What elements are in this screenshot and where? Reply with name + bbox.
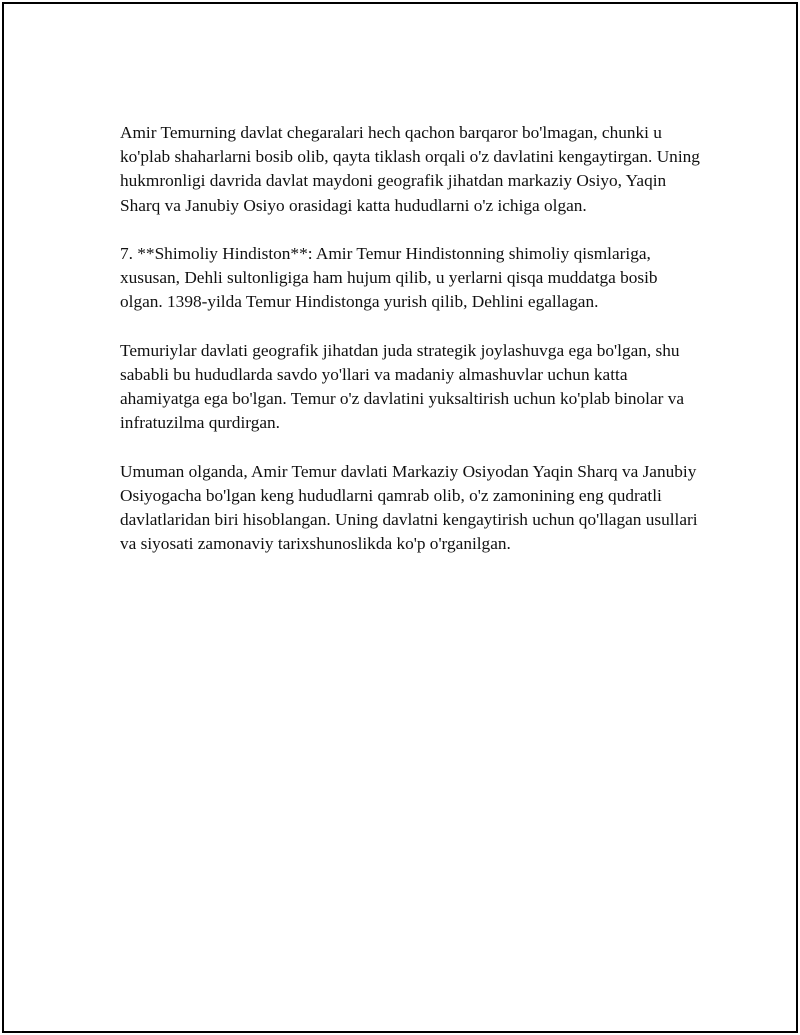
document-page	[2, 2, 798, 1033]
paragraph-1: Amir Temurning davlat chegaralari hech qachon barqaror bo'lmagan, chunki u ko'plab shaharlarni bosib olib, qayta tiklash orqali o'z davlatini kengaytirgan. Uning hukmronligi davrida davlat maydoni geografik jihatdan markaziy Osiyo, Yaqin Sharq va Janubiy Osiyo orasidagi katta hududlarni o'z ichiga olgan.	[120, 123, 700, 215]
document-body	[120, 121, 700, 581]
paragraph-2: 7. **Shimoliy Hindiston**: Amir Temur Hindistonning shimoliy qismlariga, xususan, Dehli sultonligiga ham hujum qilib, u yerlarni qisqa muddatga bosib olgan. 1398-yilda Temur Hindistonga yurish qilib, Dehlini egallagan.	[120, 244, 658, 312]
paragraph-3: Temuriylar davlati geografik jihatdan juda strategik joylashuvga ega bo'lgan, shu sababli bu hududlarda savdo yo'llari va madaniy almashuvlar uchun katta ahamiyatga ega bo'lgan. Temur o'z davlatini yuksaltirish uchun ko'plab binolar va infratuzilma qurdirgan.	[120, 340, 685, 433]
paragraph-4: Umuman olganda, Amir Temur davlati Markaziy Osiyodan Yaqin Sharq va Janubiy Osiyogacha bo'lgan keng hududlarni qamrab olib, o'z zamonining eng qudratli davlatlaridan biri hisoblangan. Uning davlatni kengaytirish uchun qo'llagan usullari va siyosati zamonaviy tarixshunoslikda ko'p o'rganilgan.	[120, 461, 698, 554]
